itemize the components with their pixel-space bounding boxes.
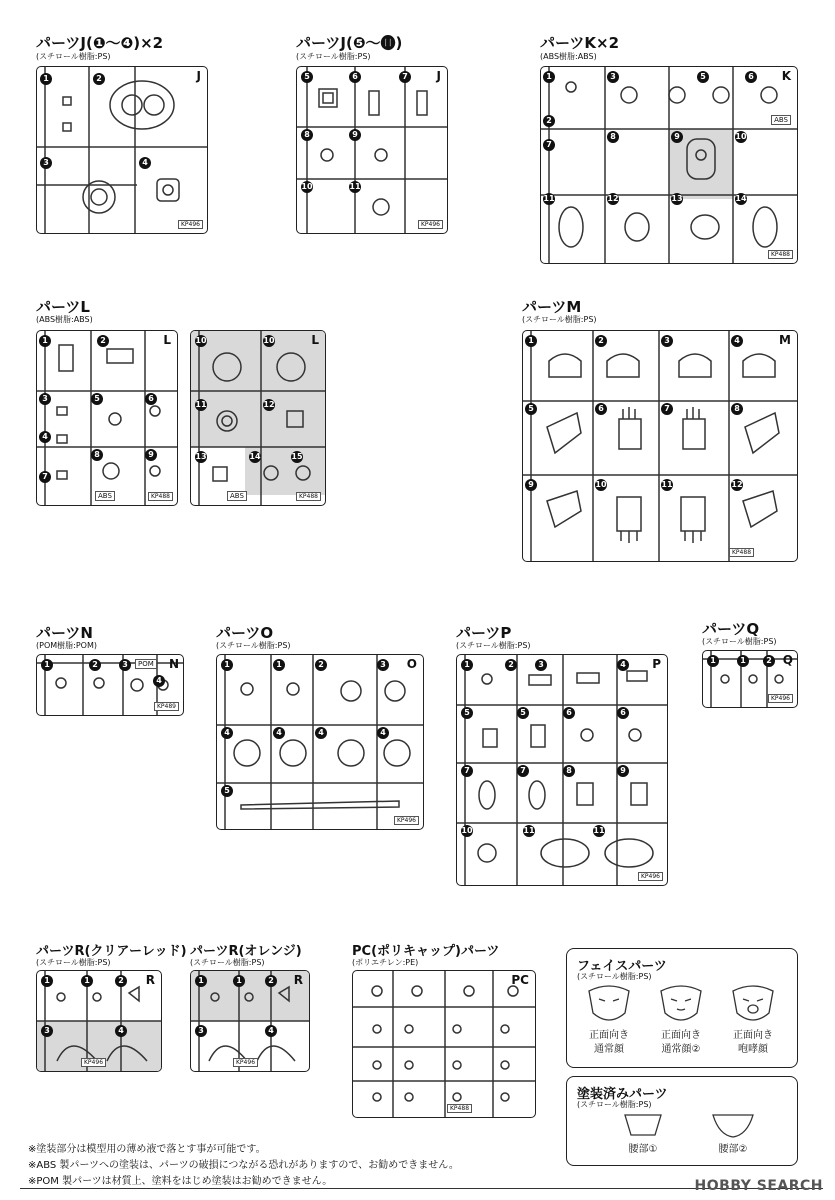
part-number: 2: [543, 115, 555, 127]
part-number: 6: [349, 71, 361, 83]
section-title: パーツO: [216, 624, 274, 642]
runner-letter: R: [145, 973, 155, 987]
part-number: 6: [563, 707, 575, 719]
part-number: 14: [735, 194, 747, 203]
face-parts-title: フェイスパーツ: [577, 959, 667, 974]
part-number: 1: [461, 659, 473, 671]
painted-parts-title: 塗装済みパーツ: [577, 1087, 668, 1102]
section-title: パーツJ(❶〜❹)×2: [36, 34, 164, 52]
part-number: 14: [249, 452, 261, 461]
runner-code: KP489: [154, 702, 179, 711]
section-material: (ABS樹脂:ABS): [540, 52, 597, 61]
watermark: HOBBY SEARCH: [694, 1178, 823, 1194]
part-number: 3: [195, 1025, 207, 1037]
part-number: 4: [617, 659, 629, 671]
runner-drawing: [37, 331, 177, 505]
section-material: (スチロール樹脂:PS): [216, 641, 291, 650]
runner-drawing: [191, 331, 325, 505]
note-3: ※POM 製パーツは材質上、塗料をはじめ塗装はお勧めできません。: [28, 1176, 333, 1187]
runner-drawing: [541, 67, 797, 263]
runner-drawing: [457, 655, 667, 885]
section-title: PC(ポリキャップ)パーツ: [352, 944, 500, 959]
part-number: 1: [737, 655, 749, 667]
face-parts-box: [566, 948, 798, 1068]
material-tag: ABS: [95, 491, 115, 501]
part-number: 2: [763, 655, 775, 667]
part-number: 2: [595, 335, 607, 347]
part-number: 9: [145, 449, 157, 461]
runner-code: KP488: [148, 492, 173, 501]
section-material: (スチロール樹脂:PS): [36, 52, 111, 61]
runner-drawing: [217, 655, 423, 829]
part-number: 10: [263, 336, 275, 345]
section-material: (スチロール樹脂:PS): [190, 958, 265, 967]
runner-letter: M: [779, 333, 791, 347]
runner-drawing: [191, 971, 309, 1071]
runner-code: KP496: [768, 694, 793, 703]
part-number: 2: [93, 73, 105, 85]
part-number: 4: [115, 1025, 127, 1037]
runner-letter: O: [406, 657, 417, 671]
runner-code: KP496: [233, 1058, 258, 1067]
part-number: 4: [265, 1025, 277, 1037]
part-number: 1: [273, 659, 285, 671]
part-number: 9: [617, 765, 629, 777]
part-number: 13: [195, 452, 207, 461]
part-number: 2: [89, 659, 101, 671]
face-parts-material: (スチロール樹脂:PS): [577, 972, 652, 981]
runner-letter: PC: [511, 973, 529, 987]
part-number: 8: [563, 765, 575, 777]
runner-letter: Q: [782, 653, 793, 667]
runner-code: KP488: [447, 1104, 472, 1113]
part-number: 10: [461, 826, 473, 835]
runner-frame: [36, 66, 208, 234]
part-number: 10: [195, 336, 207, 345]
runner-drawing: [297, 67, 447, 233]
material-tag: ABS: [771, 115, 791, 125]
part-number: 6: [745, 71, 757, 83]
runner-letter: N: [168, 657, 179, 671]
section-title: パーツQ: [702, 620, 760, 638]
part-number: 2: [505, 659, 517, 671]
part-number: 8: [607, 131, 619, 143]
runner-frame: [36, 330, 178, 506]
note-2: ※ABS 製パーツへの塗装は、パーツの破損につながる恐れがありますので、お勧めできません。: [28, 1160, 459, 1171]
part-number: 5: [697, 71, 709, 83]
runner-code: KP488: [729, 548, 754, 557]
runner-letter: J: [436, 69, 441, 83]
part-number: 1: [81, 975, 93, 987]
runner-code: KP488: [768, 250, 793, 259]
runner-letter: L: [163, 333, 171, 347]
section-title: パーツJ(❺〜⓫): [296, 34, 403, 52]
runner-frame: [352, 970, 536, 1118]
section-material: (ポリエチレン:PE): [352, 958, 419, 967]
part-number: 3: [661, 335, 673, 347]
part-number: 1: [41, 975, 53, 987]
part-number: 5: [91, 393, 103, 405]
section-title: パーツL: [36, 298, 90, 316]
part-number: 12: [263, 400, 275, 409]
runner-frame: [36, 970, 162, 1072]
part-number: 8: [301, 129, 313, 141]
part-number: 1: [221, 659, 233, 671]
part-number: 3: [377, 659, 389, 671]
runner-frame: [36, 654, 184, 716]
part-number: 5: [517, 707, 529, 719]
part-number: 5: [301, 71, 313, 83]
section-material: (スチロール樹脂:PS): [296, 52, 371, 61]
runner-letter: J: [196, 69, 201, 83]
part-number: 11: [349, 182, 361, 191]
runner-frame: [540, 66, 798, 264]
runner-code: KP496: [178, 220, 203, 229]
part-number: 5: [221, 785, 233, 797]
runner-code: KP488: [296, 492, 321, 501]
runner-code: KP496: [394, 816, 419, 825]
part-number: 7: [39, 471, 51, 483]
part-number: 13: [671, 194, 683, 203]
waist-drawings: [567, 1109, 797, 1143]
part-number: 11: [593, 826, 605, 835]
runner-code: KP496: [638, 872, 663, 881]
part-number: 4: [315, 727, 327, 739]
section-title: パーツM: [522, 298, 582, 316]
runner-drawing: [353, 971, 535, 1117]
part-number: 15: [291, 452, 303, 461]
part-number: 11: [543, 194, 555, 203]
part-number: 10: [735, 132, 747, 141]
section-material: (スチロール樹脂:PS): [702, 637, 777, 646]
runner-drawing: [523, 331, 797, 561]
face-caption: 正面向き 通常顔②: [661, 1030, 701, 1055]
part-number: 7: [661, 403, 673, 415]
part-number: 3: [119, 659, 131, 671]
section-title: パーツK×2: [540, 34, 620, 52]
part-number: 10: [301, 182, 313, 191]
part-number: 1: [525, 335, 537, 347]
part-number: 3: [40, 157, 52, 169]
part-number: 4: [221, 727, 233, 739]
part-number: 7: [543, 139, 555, 151]
part-number: 2: [315, 659, 327, 671]
runner-letter: P: [652, 657, 661, 671]
runner-frame: [296, 66, 448, 234]
runner-frame: [216, 654, 424, 830]
section-material: (スチロール樹脂:PS): [36, 958, 111, 967]
part-number: 12: [731, 480, 743, 489]
part-number: 2: [265, 975, 277, 987]
part-number: 9: [525, 479, 537, 491]
part-number: 4: [39, 431, 51, 443]
part-number: 7: [461, 765, 473, 777]
part-number: 3: [607, 71, 619, 83]
part-number: 12: [607, 194, 619, 203]
runner-drawing: [37, 67, 207, 233]
part-number: 4: [377, 727, 389, 739]
part-number: 9: [671, 131, 683, 143]
part-number: 7: [399, 71, 411, 83]
part-number: 1: [543, 71, 555, 83]
part-number: 3: [39, 393, 51, 405]
runner-code: KP496: [81, 1058, 106, 1067]
part-number: 2: [115, 975, 127, 987]
face-caption: 正面向き 咆哮顔: [733, 1030, 773, 1055]
part-number: 11: [661, 480, 673, 489]
part-number: 6: [595, 403, 607, 415]
runner-frame: [456, 654, 668, 886]
runner-frame: [522, 330, 798, 562]
runner-letter: L: [311, 333, 319, 347]
runner-frame: [190, 970, 310, 1072]
waist-1-label: 腰部①: [628, 1144, 658, 1155]
part-number: 1: [233, 975, 245, 987]
face-caption: 正面向き 通常顔: [589, 1030, 629, 1055]
section-title: パーツP: [456, 624, 512, 642]
part-number: 3: [41, 1025, 53, 1037]
note-1: ※塗装部分は模型用の薄め液で落とす事が可能です。: [28, 1144, 266, 1155]
part-number: 4: [273, 727, 285, 739]
part-number: 1: [707, 655, 719, 667]
section-material: (ABS樹脂:ABS): [36, 315, 93, 324]
part-number: 11: [195, 400, 207, 409]
part-number: 1: [40, 73, 52, 85]
part-number: 5: [461, 707, 473, 719]
material-tag: ABS: [227, 491, 247, 501]
part-number: 2: [97, 335, 109, 347]
part-number: 4: [731, 335, 743, 347]
runner-frame: [702, 650, 798, 708]
part-number: 10: [595, 480, 607, 489]
painted-parts-box: [566, 1076, 798, 1166]
painted-parts-material: (スチロール樹脂:PS): [577, 1100, 652, 1109]
part-number: 4: [153, 675, 165, 687]
runner-letter: K: [781, 69, 791, 83]
section-material: (スチロール樹脂:PS): [522, 315, 597, 324]
part-number: 3: [535, 659, 547, 671]
part-number: 8: [731, 403, 743, 415]
material-tag: POM: [135, 659, 157, 669]
section-title: パーツR(クリアーレッド): [36, 944, 187, 959]
waist-2-label: 腰部②: [718, 1144, 748, 1155]
section-material: (スチロール樹脂:PS): [456, 641, 531, 650]
part-number: 1: [39, 335, 51, 347]
part-number: 6: [617, 707, 629, 719]
part-number: 8: [91, 449, 103, 461]
section-material: (POM樹脂:POM): [36, 641, 97, 650]
section-title: パーツR(オレンジ): [190, 944, 302, 959]
runner-drawing: [37, 971, 161, 1071]
part-number: 5: [525, 403, 537, 415]
section-title: パーツN: [36, 624, 93, 642]
part-number: 9: [349, 129, 361, 141]
part-number: 7: [517, 765, 529, 777]
part-number: 11: [523, 826, 535, 835]
runner-letter: R: [293, 973, 303, 987]
runner-code: KP496: [418, 220, 443, 229]
part-number: 6: [145, 393, 157, 405]
part-number: 1: [41, 659, 53, 671]
part-number: 1: [195, 975, 207, 987]
runner-frame-2: [190, 330, 326, 506]
part-number: 4: [139, 157, 151, 169]
